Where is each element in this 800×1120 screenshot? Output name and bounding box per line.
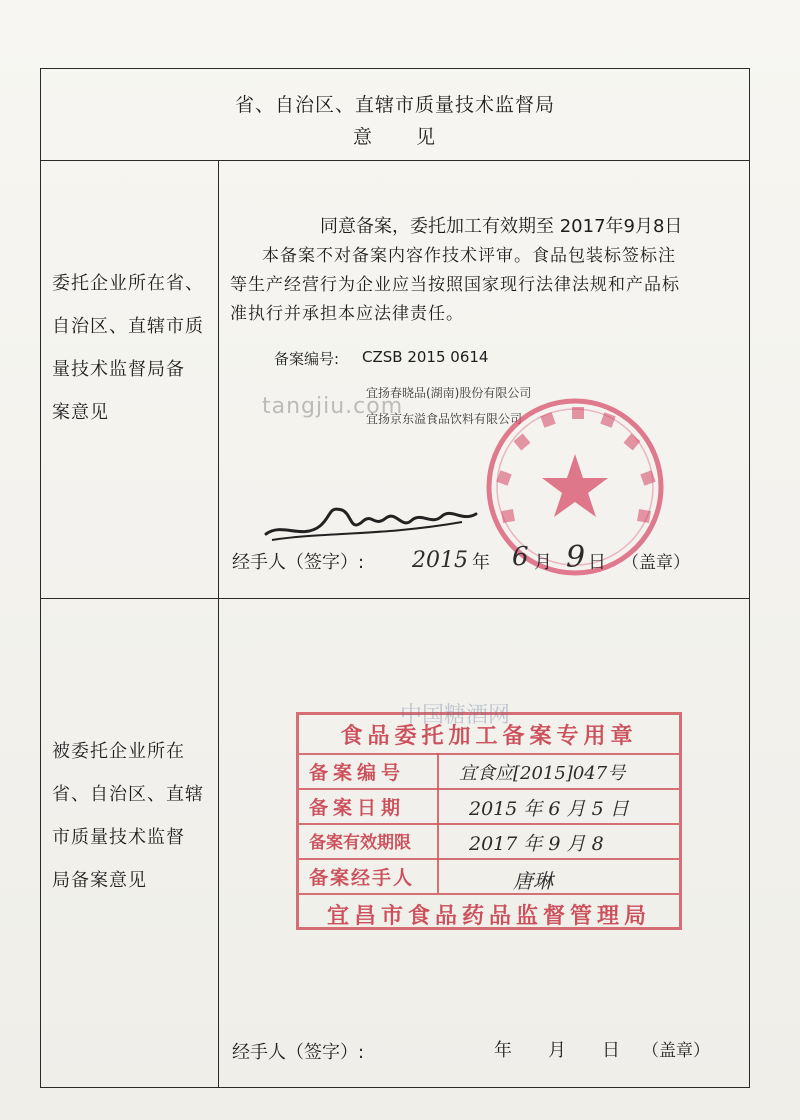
handwritten-signature-icon [262,492,482,552]
seal-note: （盖章） [622,553,690,573]
handwritten-year: 2015 [412,548,468,573]
section1-label-line: 案意见 [52,402,109,423]
opinion-line-3: 等生产经营行为企业应当按照国家现行法律法规和产品标 [230,275,680,295]
section2-label [52,730,212,902]
record-number-label: 备案编号: [274,350,340,368]
year-label: 年 [472,552,490,573]
stamp-value-record-date: 2015 年 6 月 5 日 [469,798,629,820]
record-stamp [296,712,682,930]
watermark-site: tangjiu.com [262,394,404,419]
opinion-line-2: 本备案不对备案内容作技术评审。食品包装标签标注 [262,246,676,266]
handwritten-day: 9 [566,540,586,575]
divider-middle [40,598,750,599]
section2-label-line: 局备案意见 [52,870,147,891]
section2-label-line: 省、自治区、直辖 [52,784,204,805]
stamp-label-handler: 备案经手人 [309,867,415,889]
day-label: 日 [588,552,606,573]
month-label: 月 [534,552,552,573]
company-name-1: 宜扬春晓品(湖南)股份有限公司 [366,386,532,400]
date-blank: 年 月 日 [494,1040,620,1061]
divider-header [40,160,750,161]
opinion-approval: 同意备案，委托加工有效期至 2017年9月8日 [320,216,683,237]
section2-label-line: 市质量技术监督 [52,827,185,848]
stamp-footer-agency: 宜昌市食品药品监督管理局 [326,904,651,929]
stamp-row-divider [299,858,679,860]
stamp-value-handler: 唐琳 [513,869,553,893]
form-subtitle: 意 见 [352,126,437,148]
stamp-value-record-no: 宜食应[2015]047号 [459,763,626,784]
handler-signature-label-2: 经手人（签字）: [232,1042,365,1063]
section1-label [52,262,212,434]
section1-label-line: 委托企业所在省、 [52,273,204,294]
stamp-value-validity: 2017 年 9 月 8 [469,833,604,855]
section2-label-line: 被委托企业所在 [52,741,185,762]
section1-label-line: 自治区、直辖市质 [52,316,204,337]
stamp-label-validity: 备案有效期限 [309,833,411,853]
stamp-row-divider [299,753,679,755]
stamp-label-record-date: 备案日期 [309,797,406,819]
watermark-cn: 中国糖酒网 [400,703,511,728]
stamp-col-divider [437,753,439,893]
handler-signature-label: 经手人（签字）: [232,552,365,573]
stamp-label-record-no: 备案编号 [309,762,406,784]
stamp-row-divider [299,823,679,825]
record-number-value: CZSB 2015 0614 [362,348,489,366]
handwritten-month: 6 [512,542,529,572]
form-title: 省、自治区、直辖市质量技术监督局 [234,94,555,116]
stamp-title: 食品委托加工备案专用章 [340,724,638,749]
opinion-line-4: 准执行并承担本应法律责任。 [230,304,464,324]
divider-vertical [218,160,219,1088]
stamp-row-divider [299,788,679,790]
stamp-row-divider [299,893,679,895]
section1-label-line: 量技术监督局备 [52,359,185,380]
company-name-2: 宜扬京东溢食品饮料有限公司 [366,412,523,426]
seal-note-2: （盖章） [642,1041,710,1061]
